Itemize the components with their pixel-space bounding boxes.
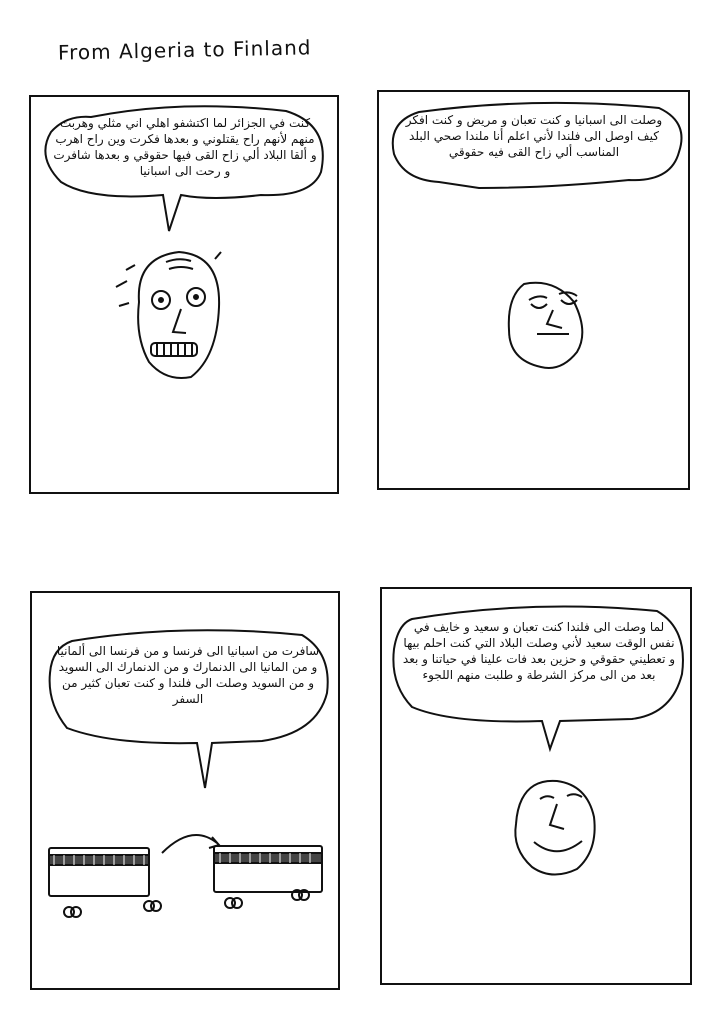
speech-text-2: وصلت الى اسبانيا و كنت تعبان و مريض و كنت افكر كيف اوصل الى فلندا لأني اعلم أنا ملندا صحي البلد المناسب ألي زاح القى فيه حقوقي (405, 113, 663, 159)
smiling-face-icon (515, 781, 594, 875)
comic-panel-3 (30, 591, 340, 990)
comic-panel-1 (29, 95, 339, 494)
train-car-right-icon (214, 846, 322, 908)
speech-text-4: لما وصلت الى فلندا كنت تعبان و سعيد و خايف في نفس الوقت سعيد لأني وصلت البلاد التي كنت احلم بيها و تعطيني حقوقي و حزين بعد فات علينا في حياتنا و بعد بعد من الى مركز الشرطة و طلبت منهم اللجوء (402, 620, 676, 682)
comic-panel-4 (380, 587, 692, 985)
neutral-face-icon (509, 283, 583, 368)
comic-panel-2 (377, 90, 690, 490)
page-title: From Algeria to Finland (57, 35, 312, 65)
worried-face-icon (116, 252, 221, 378)
speech-text-3: سافرت من اسبانيا الى فرنسا و من فرنسا الى ألمانيا و من المانيا الى الدنمارك و من الدنمارك الى السويد و من السويد وصلت الى فلندا و كنت تعبان كثير من السفر (56, 644, 320, 706)
travel-arrow-icon (162, 835, 217, 853)
speech-text-1: كنت في الجزائر لما اكتشفو اهلي اني مثلي وهربت منهم لأنهم راح يقتلوني و بعدها فكرت وين راح اهرب و ألقا البلاد ألي زاح القى فيها حقوقي و بعدها شافرت و رحت الى اسبانيا (53, 116, 317, 178)
train-car-left-icon (49, 848, 161, 917)
